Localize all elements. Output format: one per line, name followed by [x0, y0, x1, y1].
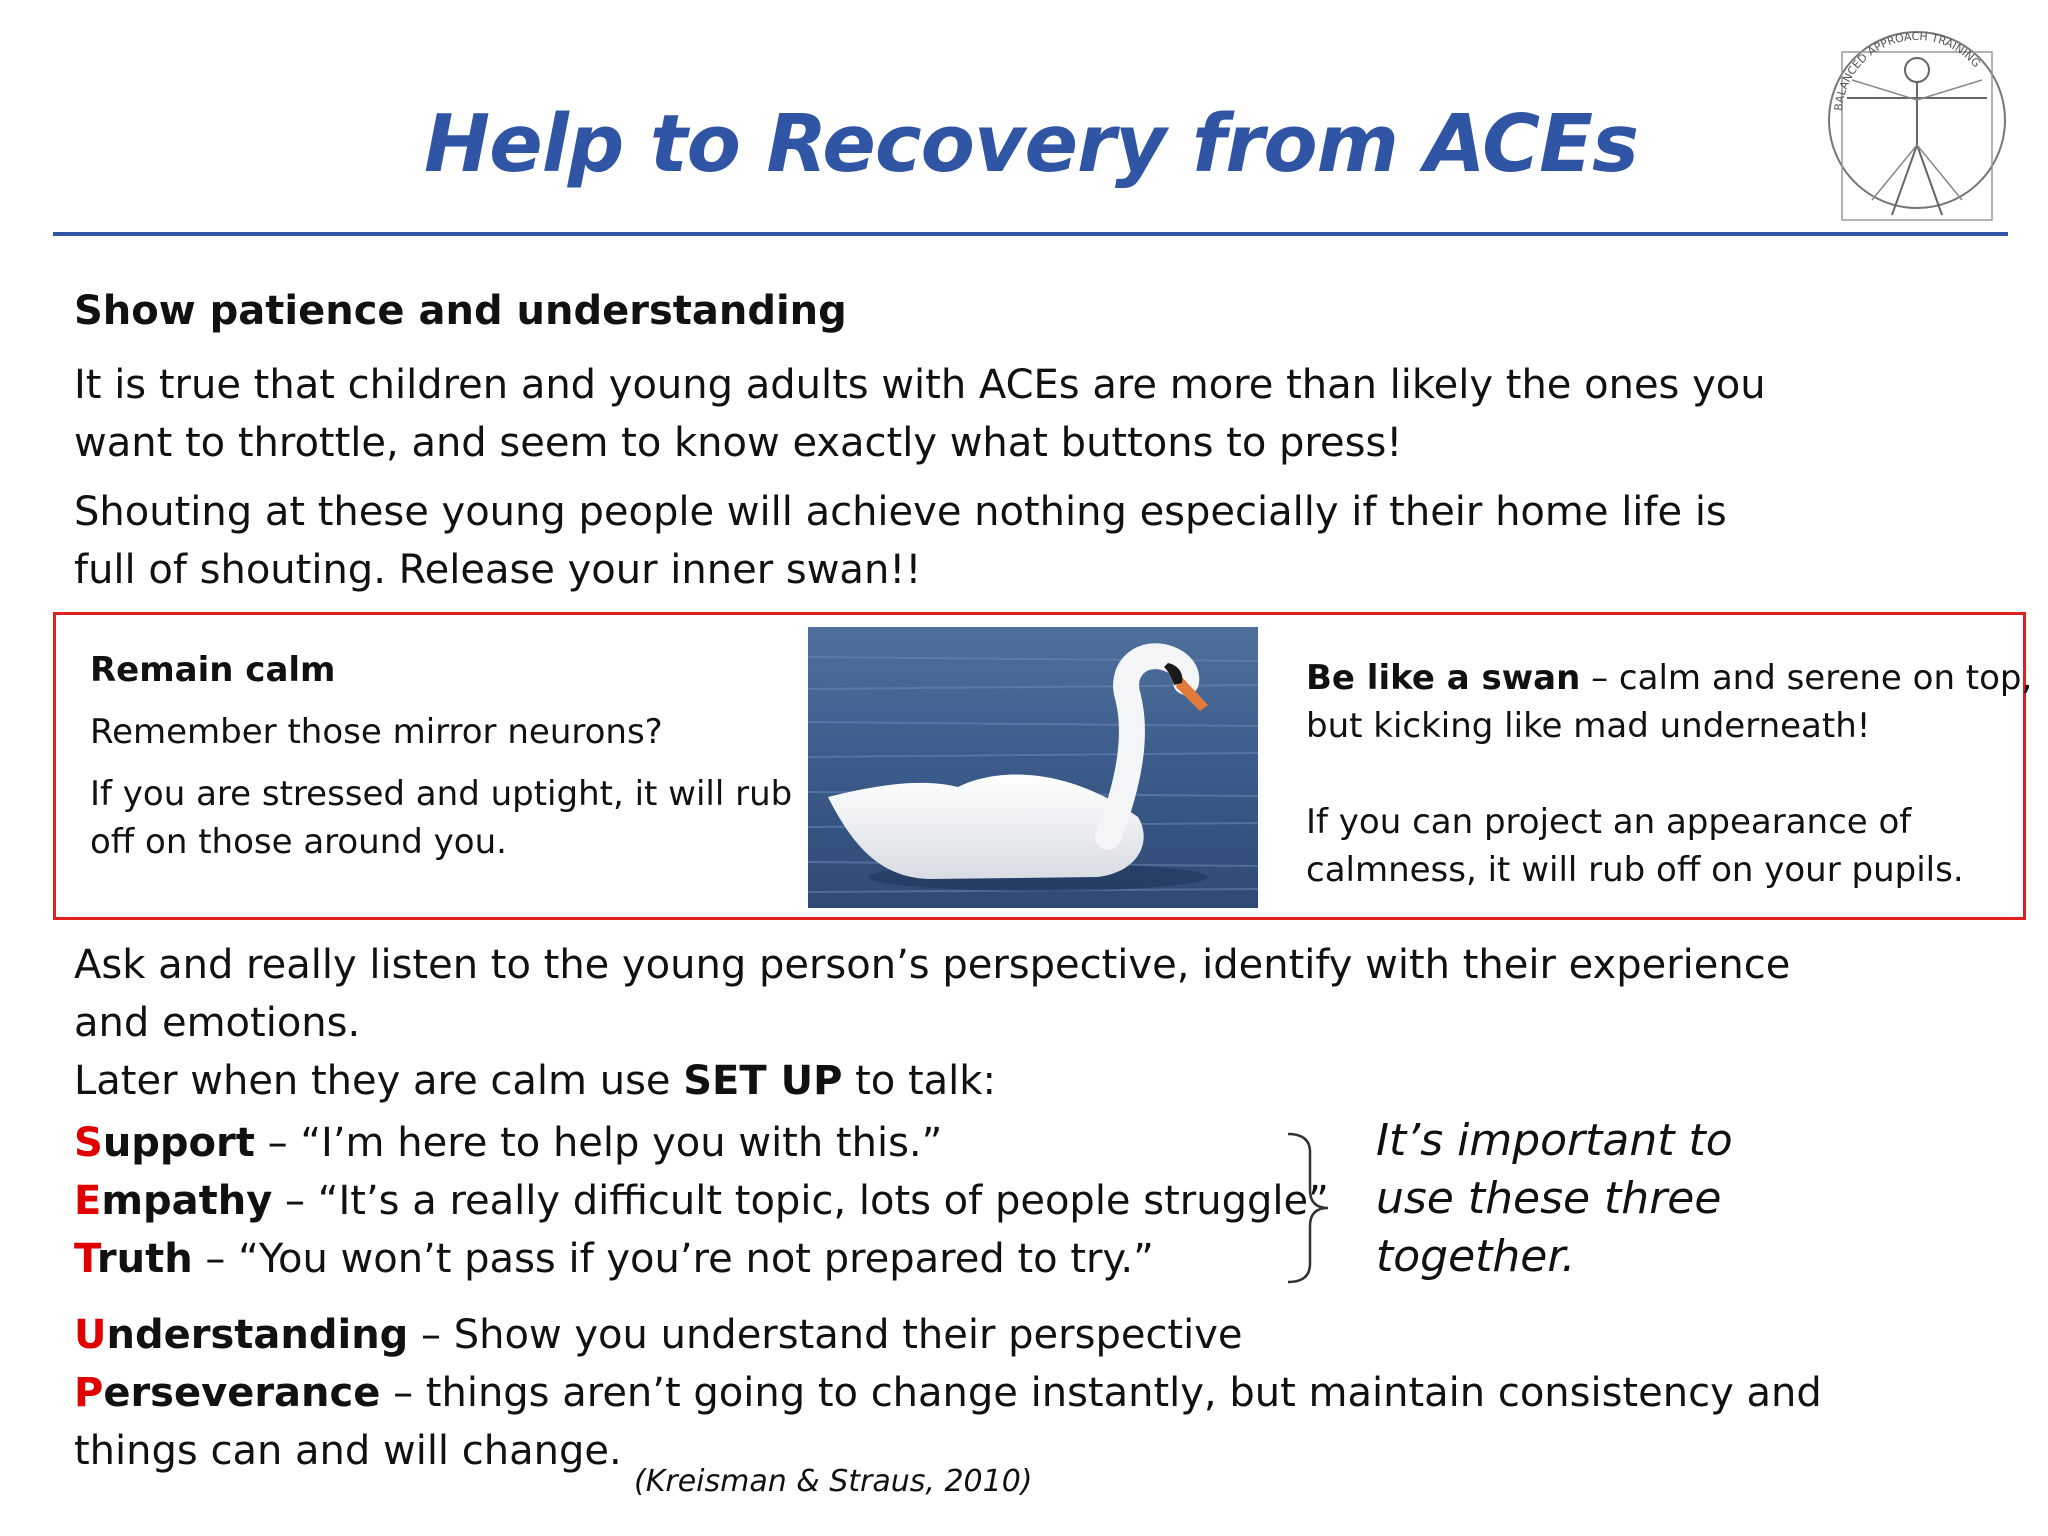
setup-letter: P — [74, 1370, 104, 1416]
intro-p2-line2: full of shouting. Release your inner swan!! — [74, 547, 922, 593]
swan-line-1 — [1306, 654, 2032, 702]
swan-line-2: but kicking like mad underneath! — [1306, 706, 1871, 746]
swan-photo-icon — [808, 627, 1258, 908]
intro-p2-line1: Shouting at these young people will achieve nothing especially if their home life is — [74, 489, 1727, 535]
setup-list-up — [74, 1306, 1822, 1480]
setup-letter: U — [74, 1312, 107, 1358]
mirror-neurons-text: Remember those mirror neurons? — [90, 712, 663, 752]
curly-brace-icon — [1282, 1128, 1342, 1288]
listen-line-3 — [74, 1052, 1790, 1110]
setup-word: nderstanding — [106, 1312, 409, 1358]
logo-text: BALANCED APPROACH TRAINING — [1832, 29, 1984, 112]
setup-item-truth — [74, 1230, 1329, 1288]
remain-calm-panel — [90, 646, 792, 866]
swan-panel — [1306, 654, 2032, 894]
listen-post: to talk: — [842, 1058, 996, 1104]
listen-paragraph — [74, 936, 1790, 1110]
setup-text: – things aren’t going to change instantly, but maintain consistency and — [380, 1370, 1822, 1416]
stressed-line-2: off on those around you. — [90, 822, 507, 862]
setup-list-sets — [74, 1114, 1329, 1288]
listen-line-2: and emotions. — [74, 1000, 361, 1046]
set-up-bold: SET UP — [683, 1058, 843, 1104]
setup-word: upport — [102, 1120, 255, 1166]
vitruvian-logo-icon — [1822, 20, 2012, 230]
project-line-2: calmness, it will rub off on your pupils. — [1306, 850, 1964, 890]
setup-letter: T — [74, 1236, 97, 1282]
setup-item-understanding — [74, 1306, 1822, 1364]
listen-pre: Later when they are calm use — [74, 1058, 684, 1104]
citation: (Kreisman & Straus, 2010) — [634, 1464, 1033, 1499]
section-heading: Show patience and understanding — [74, 288, 847, 334]
setup-letter: S — [74, 1120, 103, 1166]
project-line-1: If you can project an appearance of — [1306, 802, 1912, 842]
last-line: things can and will change. — [74, 1428, 622, 1474]
setup-word: erseverance — [103, 1370, 381, 1416]
intro-paragraph-1 — [74, 356, 1766, 472]
intro-paragraph-2 — [74, 483, 1727, 599]
setup-item-perseverance — [74, 1364, 1822, 1422]
important-note — [1376, 1112, 1733, 1286]
setup-text: – “I’m here to help you with this.” — [254, 1120, 943, 1166]
intro-p1-line1: It is true that children and young adults with ACEs are more than likely the ones you — [74, 362, 1766, 408]
setup-letter: E — [74, 1178, 102, 1224]
setup-word: ruth — [96, 1236, 193, 1282]
slide-title: Help to Recovery from ACEs — [424, 98, 1639, 190]
svg-text:BALANCED APPROACH TRAINING — [1832, 30, 1983, 111]
swan-bold: Be like a swan — [1306, 658, 1581, 698]
setup-text: – “It’s a really difficult topic, lots of people struggle” — [272, 1178, 1329, 1224]
listen-line-1: Ask and really listen to the young person’s perspective, identify with their experience — [74, 942, 1791, 988]
setup-word: mpathy — [101, 1178, 273, 1224]
note-line-2: use these three — [1376, 1173, 1722, 1224]
intro-p1-line2: want to throttle, and seem to know exactly what buttons to press! — [74, 420, 1403, 466]
swan-rest: – calm and serene on top, — [1580, 658, 2033, 698]
note-line-3: together. — [1376, 1231, 1576, 1282]
setup-item-empathy — [74, 1172, 1329, 1230]
setup-item-support — [74, 1114, 1329, 1172]
stressed-line-1: If you are stressed and uptight, it will rub — [90, 774, 793, 814]
title-divider — [53, 232, 2008, 236]
remain-calm-heading: Remain calm — [90, 650, 336, 690]
note-line-1: It’s important to — [1376, 1115, 1733, 1166]
setup-text: – “You won’t pass if you’re not prepared to try.” — [192, 1236, 1154, 1282]
setup-text: – Show you understand their perspective — [408, 1312, 1243, 1358]
